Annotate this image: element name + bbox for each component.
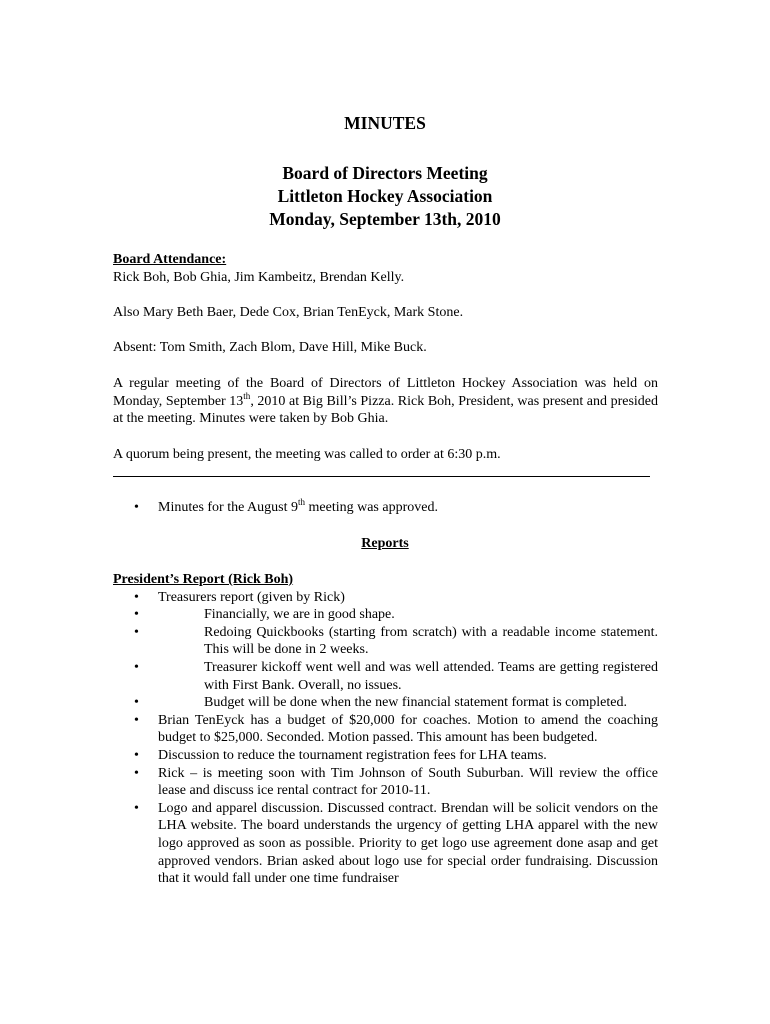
bullet: • xyxy=(134,800,139,816)
minutes-approval-list xyxy=(113,499,658,517)
bullet: • xyxy=(134,712,139,728)
list-item: • Treasurer kickoff went well and was well attended. Teams are getting registered with First Bank. Overall, no issues. xyxy=(134,659,658,693)
list-item: • Redoing Quickbooks (starting from scratch) with a readable income statement. This will be done in 2 weeks. xyxy=(134,624,658,658)
bullet: • xyxy=(134,624,139,640)
attendance-absent: Absent: Tom Smith, Zach Blom, Dave Hill, Mike Buck. xyxy=(113,340,427,355)
list-item: • Discussion to reduce the tournament registration fees for LHA teams. xyxy=(134,747,547,763)
attendance-section xyxy=(113,251,658,286)
bullet: • xyxy=(134,589,139,605)
organization-name: Littleton Hockey Association xyxy=(277,186,493,206)
presidents-report-list xyxy=(113,589,658,888)
divider-line xyxy=(113,476,650,477)
list-item: • Budget will be done when the new financial statement format is completed. xyxy=(134,695,627,711)
attendance-also: Also Mary Beth Baer, Dede Cox, Brian TenEyck, Mark Stone. xyxy=(113,305,464,320)
bullet: • xyxy=(134,695,139,711)
quorum-paragraph: A quorum being present, the meeting was called to order at 6:30 p.m. xyxy=(113,447,501,462)
presidents-report-section xyxy=(113,571,658,888)
list-item: • Rick – is meeting soon with Tim Johnson of South Suburban. Will review the office lease and discuss ice rental contract for 2010-11. xyxy=(134,765,658,799)
bullet: • xyxy=(134,765,139,781)
meeting-date: Monday, September 13th, 2010 xyxy=(269,209,501,229)
list-item: • Treasurers report (given by Rick) xyxy=(134,589,345,605)
bullet: • xyxy=(134,747,139,763)
presidents-report-heading: President’s Report (Rick Boh) xyxy=(113,572,294,587)
list-item: • Minutes for the August 9th meeting was approved. xyxy=(134,497,438,515)
opening-paragraph xyxy=(113,375,658,428)
reports-heading: Reports xyxy=(361,536,409,551)
list-item: • Logo and apparel discussion. Discussed contract. Brendan will be solicit vendors on the LHA website. The board understands the urgency of getting LHA apparel with the new logo approved as soon as possible. Priority to get logo use agreement done asap and get approved vendors. Brian asked about logo use for special order fundraising. Discussion that it would fall under one time fundraiser xyxy=(134,800,658,887)
attendance-heading: Board Attendance: xyxy=(113,252,227,267)
attendance-present: Rick Boh, Bob Ghia, Jim Kambeitz, Brendan Kelly. xyxy=(113,269,405,285)
opening-text-a: A regular meeting of the Board of Directors of Littleton Hockey Association was held on Monday, September 13 xyxy=(113,376,658,409)
meeting-header xyxy=(0,162,770,231)
list-item: • Brian TenEyck has a budget of $20,000 for coaches. Motion to amend the coaching budget to $25,000. Seconded. Motion passed. This amount has been budgeted. xyxy=(134,712,658,746)
opening-sup: th xyxy=(243,390,251,401)
opening-text-b: , 2010 at Big Bill’s Pizza. Rick Boh, President, was present and presided at the meeting. Minutes were taken by Bob Ghia. xyxy=(113,393,659,427)
bullet: • xyxy=(134,659,139,675)
bullet: • xyxy=(134,500,139,515)
list-item: • Financially, we are in good shape. xyxy=(134,607,395,623)
document-title: MINUTES xyxy=(344,113,426,133)
bullet: • xyxy=(134,607,139,623)
meeting-name: Board of Directors Meeting xyxy=(282,163,488,183)
